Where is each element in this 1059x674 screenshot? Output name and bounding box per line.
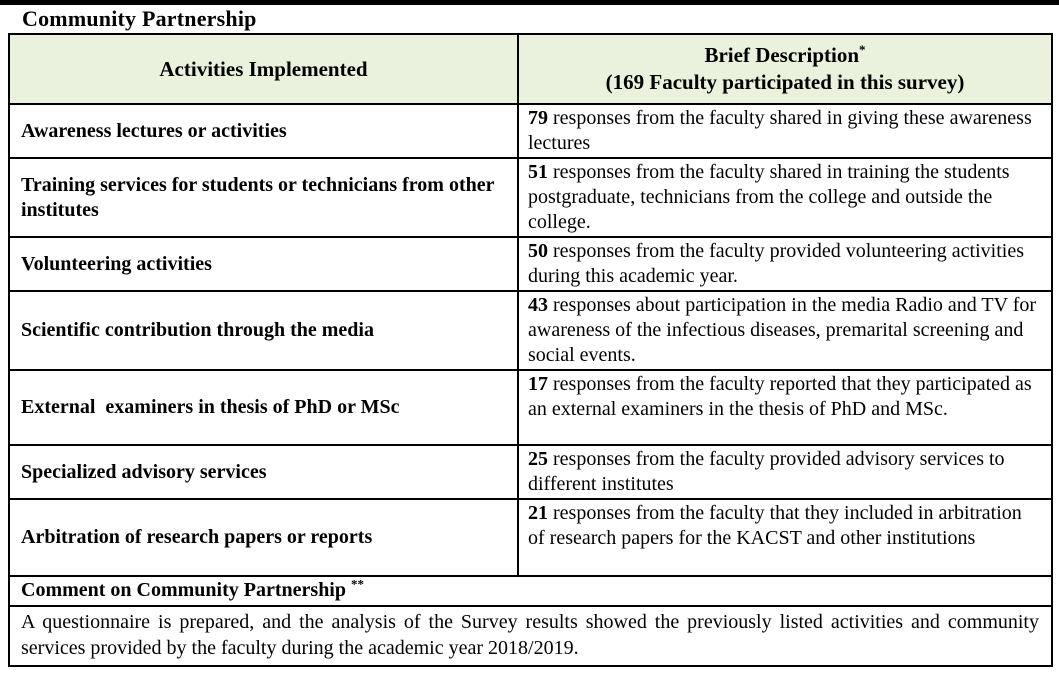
response-count: 17: [528, 373, 548, 395]
community-partnership-table: [8, 33, 1053, 667]
table-row: [9, 445, 1052, 499]
comment-text-row: [9, 606, 1052, 666]
table-header-row: [9, 34, 1052, 104]
response-text: responses from the faculty reported that they participated as an external examiners in the thesis of PhD and MSc.: [528, 373, 1032, 420]
response-text: responses from the faculty provided volunteering activities during this academic year.: [528, 240, 1024, 287]
activity-cell: External examiners in thesis of PhD or MSc: [9, 370, 518, 445]
response-text: responses from the faculty shared in giving these awareness lectures: [528, 107, 1032, 154]
response-count: 51: [528, 161, 548, 183]
activity-cell: Arbitration of research papers or reports: [9, 499, 518, 576]
comment-label-row: [9, 576, 1052, 606]
page-title: Community Partnership: [22, 6, 257, 31]
description-cell: [518, 104, 1052, 158]
description-cell: [518, 291, 1052, 370]
comment-section-label: Comment on Community Partnership **: [9, 576, 1052, 606]
description-cell: [518, 158, 1052, 237]
table-row: [9, 237, 1052, 291]
page-top-rule: [0, 0, 1059, 5]
activity-cell: Volunteering activities: [9, 237, 518, 291]
table-row: [9, 499, 1052, 576]
response-text: responses from the faculty provided advisory services to different institutes: [528, 448, 1005, 495]
activity-cell: Scientific contribution through the media: [9, 291, 518, 370]
activities-column-header: Activities Implemented: [9, 34, 518, 104]
activity-cell: Specialized advisory services: [9, 445, 518, 499]
activity-cell: Training services for students or technicians from other institutes: [9, 158, 518, 237]
response-count: 50: [528, 240, 548, 262]
response-count: 21: [528, 502, 548, 524]
table-row: [9, 104, 1052, 158]
table-row: [9, 370, 1052, 445]
brief-description-label: Brief Description: [704, 43, 860, 67]
description-cell: [518, 237, 1052, 291]
table-row: [9, 291, 1052, 370]
comment-body: A questionnaire is prepared, and the analysis of the Survey results showed the previously listed activities and community services provided by the faculty during the academic year 2018/2019.: [9, 606, 1052, 666]
response-text: responses from the faculty shared in training the students postgraduate, technicians from the college and outside the college.: [528, 161, 1010, 233]
footnote-marker-single: *: [859, 42, 866, 57]
response-count: 43: [528, 294, 548, 316]
description-cell: [518, 499, 1052, 576]
table-row: [9, 158, 1052, 237]
response-text: responses about participation in the media Radio and TV for awareness of the infectious diseases, premarital screening and social events.: [528, 294, 1037, 366]
brief-description-column-header: [518, 34, 1052, 104]
description-cell: [518, 370, 1052, 445]
footnote-marker-double: **: [351, 576, 364, 592]
response-count: 79: [528, 107, 548, 129]
response-count: 25: [528, 448, 548, 470]
survey-participation-subtitle: (169 Faculty participated in this survey): [605, 70, 965, 94]
description-cell: [518, 445, 1052, 499]
response-text: responses from the faculty that they included in arbitration of research papers for the KACST and other institutions: [528, 502, 1022, 549]
activity-cell: Awareness lectures or activities: [9, 104, 518, 158]
